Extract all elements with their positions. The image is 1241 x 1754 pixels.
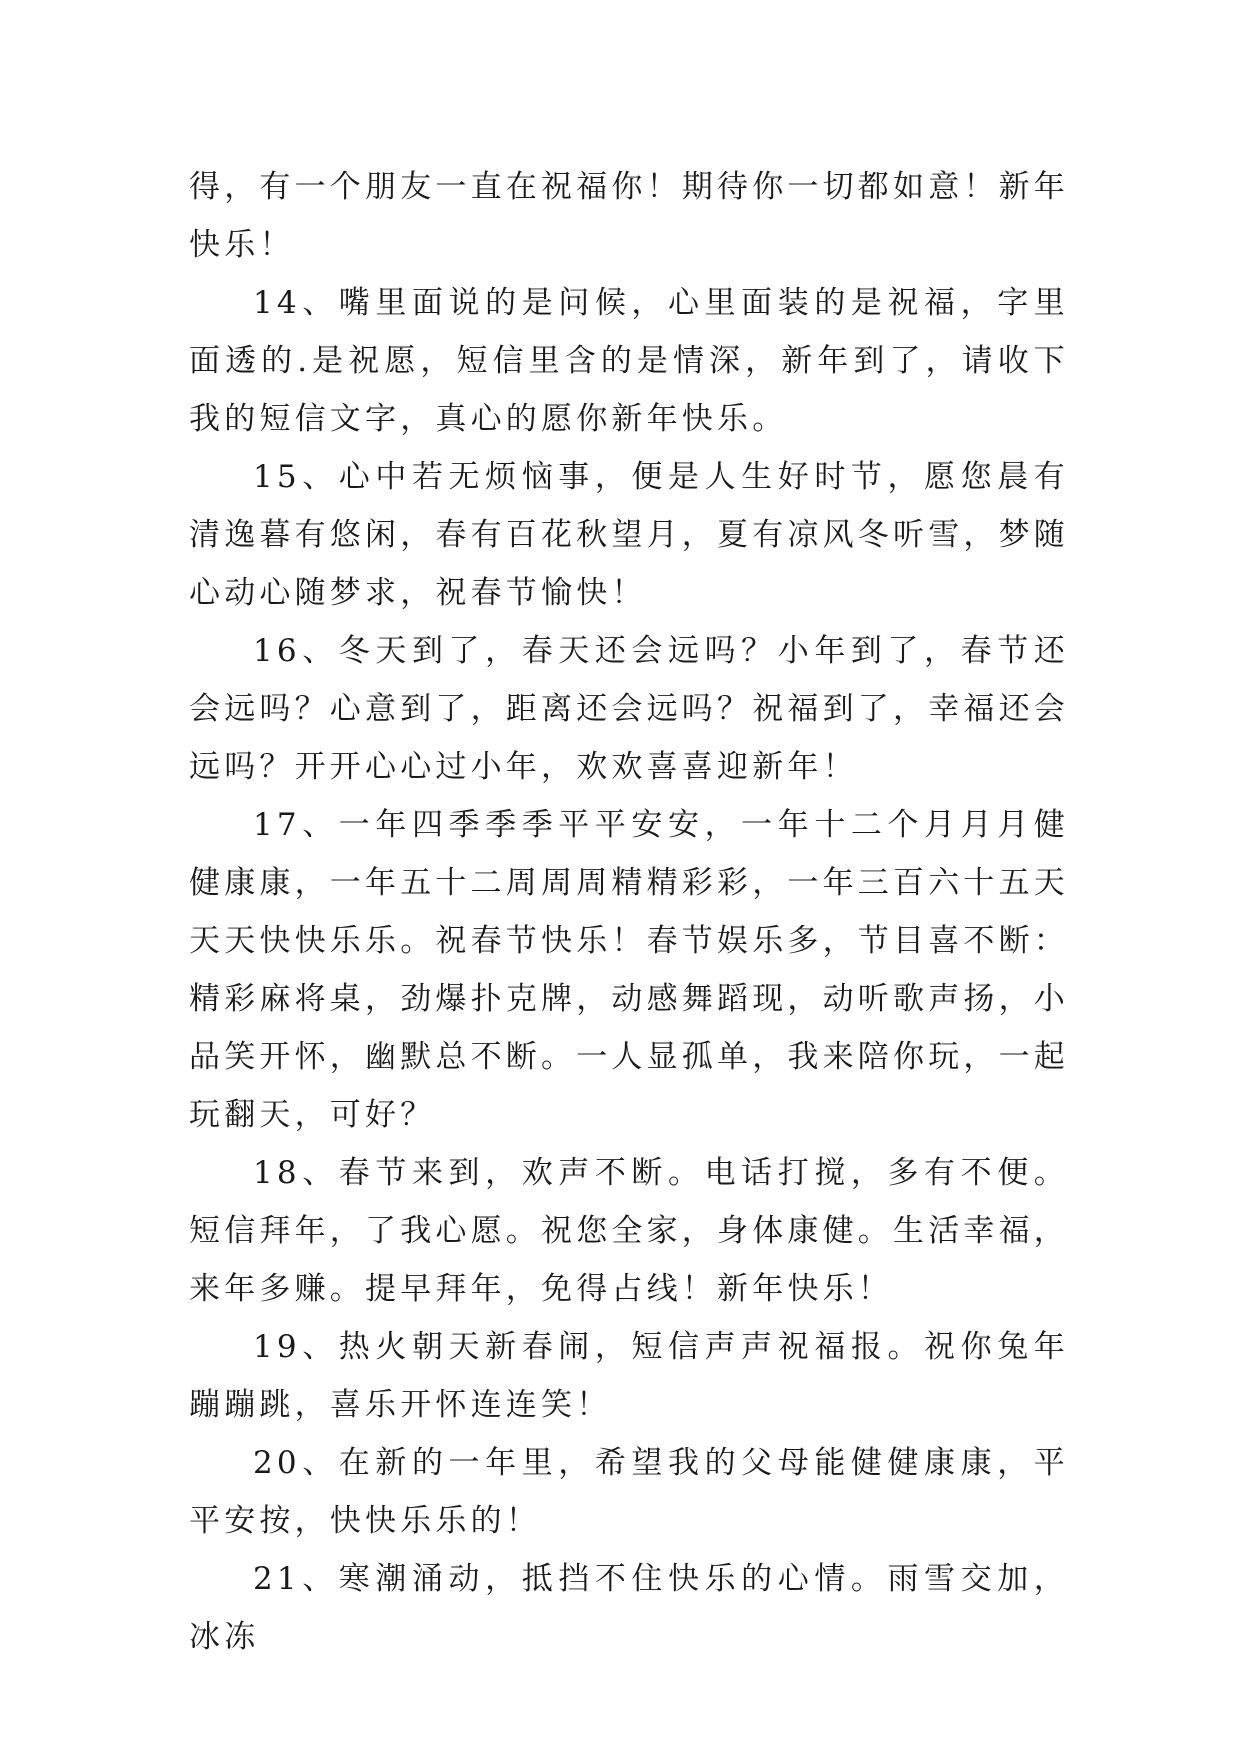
paragraph-15: 15、心中若无烦恼事，便是人生好时节，愿您晨有清逸暮有悠闲，春有百花秋望月，夏有凉风冬听雪，梦随心动心随梦求，祝春节愉快！ xyxy=(189,459,1069,611)
paragraph-14: 14、嘴里面说的是问候，心里面装的是祝福，字里面透的.是祝愿，短信里含的是情深，新年到了，请收下我的短信文字，真心的愿你新年快乐。 xyxy=(189,285,1069,437)
paragraph-16: 16、冬天到了，春天还会远吗？小年到了，春节还会远吗？心意到了，距离还会远吗？祝福到了，幸福还会远吗？开开心心过小年，欢欢喜喜迎新年！ xyxy=(189,633,1069,785)
paragraph-17: 17、一年四季季季平平安安，一年十二个月月月健健康康，一年五十二周周周精精彩彩，一年三百六十五天天天快快乐乐。祝春节快乐！春节娱乐多，节目喜不断：精彩麻将桌，劲爆扑克牌，动感舞蹈现，动听歌声扬，小品笑开怀，幽默总不断。一人显孤单，我来陪你玩，一起玩翻天，可好？ xyxy=(189,807,1069,1133)
paragraph-13-continuation: 得，有一个朋友一直在祝福你！期待你一切都如意！新年快乐！ xyxy=(189,169,1069,263)
paragraph-19: 19、热火朝天新春闹，短信声声祝福报。祝你兔年蹦蹦跳，喜乐开怀连连笑！ xyxy=(189,1329,1069,1423)
paragraph-21: 21、寒潮涌动，抵挡不住快乐的心情。雨雪交加，冰冻 xyxy=(189,1561,1069,1655)
paragraph-18: 18、春节来到，欢声不断。电话打搅，多有不便。短信拜年，了我心愿。祝您全家，身体康健。生活幸福，来年多赚。提早拜年，免得占线！新年快乐！ xyxy=(189,1155,1069,1307)
paragraph-20: 20、在新的一年里，希望我的父母能健健康康，平平安按，快快乐乐的！ xyxy=(189,1445,1069,1539)
document-body xyxy=(189,158,1069,1666)
